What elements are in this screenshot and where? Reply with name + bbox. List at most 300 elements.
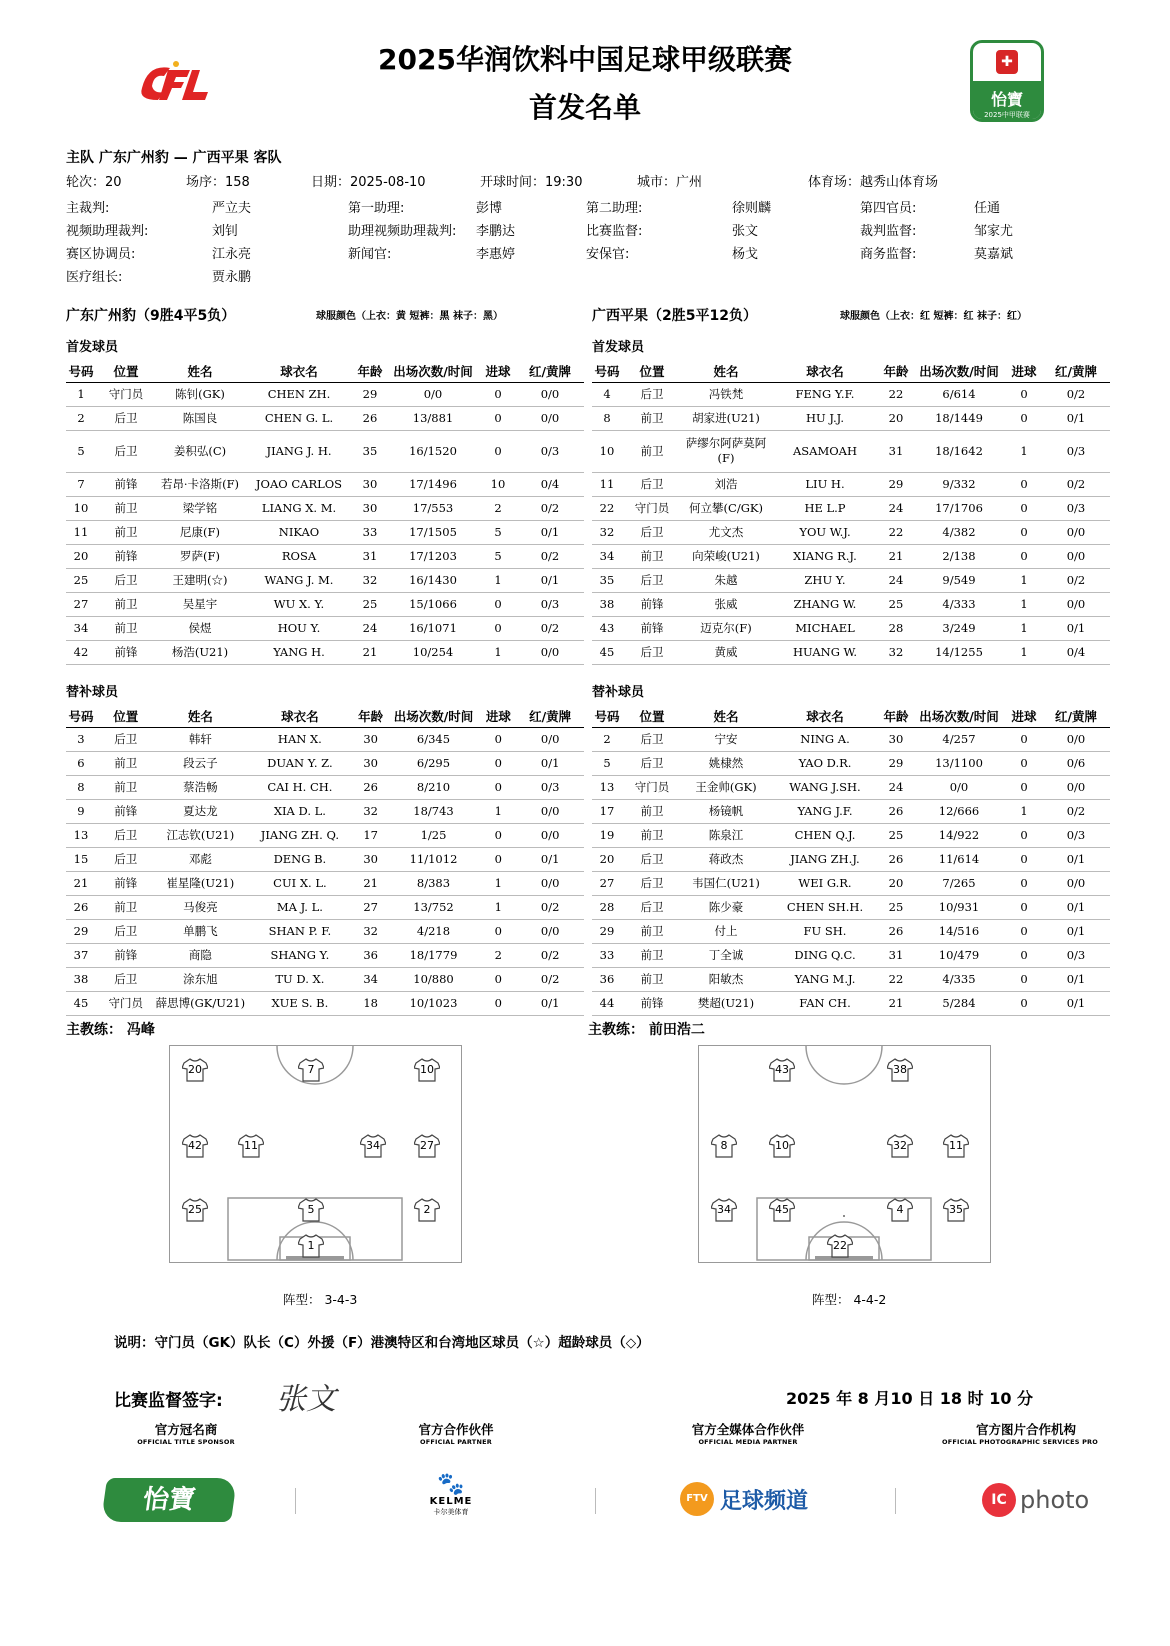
column-header: 位置 <box>96 360 156 382</box>
table-cell: 0/0 <box>912 775 1006 799</box>
table-cell: 尤文杰 <box>682 520 770 544</box>
table-cell: 34 <box>66 616 96 640</box>
table-cell: 10 <box>66 496 96 520</box>
table-cell: 后卫 <box>96 967 156 991</box>
table-cell: 17/1706 <box>912 496 1006 520</box>
table-cell: 30 <box>355 727 387 751</box>
official-name: 张文 <box>732 224 759 239</box>
table-cell: 0/1 <box>1042 616 1110 640</box>
table-cell: 21 <box>66 871 96 895</box>
table-cell: 商隐 <box>156 943 245 967</box>
table-cell: 后卫 <box>96 430 156 472</box>
table-cell: 2 <box>66 406 96 430</box>
divider <box>295 1488 296 1514</box>
table-cell: 0/0 <box>1042 544 1110 568</box>
table-cell: 28 <box>592 895 622 919</box>
table-cell: 后卫 <box>96 823 156 847</box>
table-cell: WANG J.SH. <box>770 775 880 799</box>
table-cell: 8/210 <box>387 775 481 799</box>
table-cell: ZHANG W. <box>770 592 880 616</box>
table-cell: 0/0 <box>516 919 584 943</box>
table-cell: 0 <box>1006 520 1042 544</box>
paw-icon: 🐾 <box>437 1472 465 1497</box>
table-cell: 38 <box>66 967 96 991</box>
shirt-number: 42 <box>188 1139 202 1152</box>
table-cell: 35 <box>354 430 386 472</box>
table-cell: 5 <box>592 751 622 775</box>
player-shirt-icon <box>943 1134 969 1158</box>
table-cell: 11/1012 <box>387 847 481 871</box>
table-row <box>592 430 1110 472</box>
official-name: 贾永鹏 <box>212 270 252 285</box>
table-cell: 30 <box>355 751 387 775</box>
table-cell: 20 <box>880 406 912 430</box>
table-row <box>592 991 1110 1015</box>
match-no: 场序：158 <box>186 175 250 190</box>
table-cell: 马俊亮 <box>156 895 245 919</box>
official-name: 任通 <box>974 201 1001 216</box>
table-cell: 前卫 <box>622 823 682 847</box>
table-cell: 9 <box>66 799 96 823</box>
table-row <box>66 496 584 520</box>
table-cell: 1 <box>480 895 516 919</box>
table-cell: TU D. X. <box>245 967 355 991</box>
table-cell: 1 <box>480 799 516 823</box>
official-name: 严立夫 <box>212 201 252 216</box>
official-label: 医疗组长: <box>66 270 123 285</box>
table-cell: 0/3 <box>1042 943 1110 967</box>
table-cell: 26 <box>880 847 912 871</box>
table-row <box>592 895 1110 919</box>
table-cell: 陈少豪 <box>682 895 770 919</box>
table-cell: 42 <box>66 640 96 664</box>
table-cell: 姜积弘(C) <box>156 430 244 472</box>
table-cell: FU SH. <box>770 919 880 943</box>
table-cell: 33 <box>354 520 386 544</box>
table-cell: 3/249 <box>912 616 1006 640</box>
table-cell: LIU H. <box>770 472 880 496</box>
table-cell: 薛思博(GK/U21) <box>156 991 245 1015</box>
table-cell: 0 <box>480 616 516 640</box>
divider <box>895 1488 896 1514</box>
table-cell: 侯煜 <box>156 616 244 640</box>
table-cell: 阳敏杰 <box>682 967 770 991</box>
signature-datetime: 2025 年 8 月10 日 18 时 10 分 <box>786 1389 1034 1408</box>
table-cell: 26 <box>66 895 96 919</box>
table-cell: 前锋 <box>622 616 682 640</box>
table-cell: 10 <box>480 472 516 496</box>
shirt-number: 22 <box>833 1239 847 1252</box>
table-cell: 0/2 <box>516 496 584 520</box>
shirt-number: 35 <box>949 1203 963 1216</box>
column-header: 球衣名 <box>245 705 355 727</box>
table-row <box>592 775 1110 799</box>
official-label: 裁判监督: <box>860 224 917 239</box>
table-cell: JIANG ZH. Q. <box>245 823 355 847</box>
table-cell: 0/3 <box>1042 430 1110 472</box>
table-cell: ZHU Y. <box>770 568 880 592</box>
table-cell: 11 <box>66 520 96 544</box>
table-cell: 前卫 <box>96 751 156 775</box>
table-cell: 5 <box>66 430 96 472</box>
ftv-logo <box>680 1482 808 1516</box>
table-cell: 1 <box>1006 799 1042 823</box>
player-shirt-icon <box>769 1058 795 1082</box>
table-cell: 后卫 <box>96 406 156 430</box>
player-shirt-icon <box>360 1134 386 1158</box>
column-header: 进球 <box>1006 360 1042 382</box>
table-cell: 21 <box>355 871 387 895</box>
table-row <box>66 871 584 895</box>
table-header-row <box>592 360 1110 382</box>
column-header: 球衣名 <box>770 360 880 382</box>
table-cell: 25 <box>880 895 912 919</box>
table-cell: 0/0 <box>516 799 584 823</box>
table-cell: 30 <box>354 496 386 520</box>
table-cell: 2 <box>480 496 516 520</box>
table-cell: 27 <box>355 895 387 919</box>
table-row <box>592 568 1110 592</box>
table-cell: 24 <box>880 496 912 520</box>
table-cell: CHEN G. L. <box>244 406 354 430</box>
away-formation-pitch <box>698 1045 991 1263</box>
table-cell: 0/0 <box>516 406 584 430</box>
table-cell: 前锋 <box>96 544 156 568</box>
table-row <box>66 472 584 496</box>
column-header: 进球 <box>480 360 516 382</box>
table-cell: 0 <box>1006 823 1042 847</box>
table-cell: 罗萨(F) <box>156 544 244 568</box>
table-cell: 1 <box>1006 640 1042 664</box>
player-shirt-icon <box>711 1134 737 1158</box>
player-shirt-icon <box>414 1198 440 1222</box>
table-cell: 17/1505 <box>386 520 480 544</box>
table-cell: 34 <box>355 967 387 991</box>
table-cell: 4 <box>592 382 622 406</box>
table-cell: JIANG ZH.J. <box>770 847 880 871</box>
table-cell: 前卫 <box>622 943 682 967</box>
table-cell: 0 <box>1006 871 1042 895</box>
table-cell: 0 <box>1006 544 1042 568</box>
table-cell: 0/1 <box>1042 967 1110 991</box>
table-cell: 邓彪 <box>156 847 245 871</box>
table-cell: 0/1 <box>516 751 584 775</box>
table-cell: 前锋 <box>96 640 156 664</box>
table-row <box>592 967 1110 991</box>
official-label: 第二助理: <box>586 201 643 216</box>
table-row <box>592 616 1110 640</box>
official-name: 邹家尤 <box>974 224 1014 239</box>
table-cell: CHEN Q.J. <box>770 823 880 847</box>
table-cell: 0 <box>1006 967 1042 991</box>
table-cell: 17 <box>355 823 387 847</box>
table-cell: 22 <box>880 967 912 991</box>
table-cell: 0/4 <box>516 472 584 496</box>
table-cell: 0/1 <box>516 847 584 871</box>
table-cell: 韦国仁(U21) <box>682 871 770 895</box>
yibao-emblem-icon: ✚ <box>996 50 1018 74</box>
kelme-text: KELME <box>429 1496 473 1507</box>
sponsor-title <box>96 1420 276 1446</box>
table-cell: 前卫 <box>96 775 156 799</box>
table-cell: 前锋 <box>622 991 682 1015</box>
shirt-number: 10 <box>420 1063 434 1076</box>
column-header: 年龄 <box>355 705 387 727</box>
table-cell: 0 <box>1006 919 1042 943</box>
away-kit: 球服颜色（上衣：红 短裤：红 袜子：红） <box>840 311 1027 322</box>
table-cell: 若昂·卡洛斯(F) <box>156 472 244 496</box>
table-cell: 4/335 <box>912 967 1006 991</box>
table-cell: 0 <box>480 967 516 991</box>
table-row <box>66 967 584 991</box>
table-cell: 45 <box>66 991 96 1015</box>
table-cell: 守门员 <box>96 382 156 406</box>
table-cell: 16/1520 <box>386 430 480 472</box>
table-cell: 24 <box>880 775 912 799</box>
table-cell: 前卫 <box>96 616 156 640</box>
table-cell: LIANG X. M. <box>244 496 354 520</box>
table-cell: 25 <box>354 592 386 616</box>
table-cell: 0 <box>1006 991 1042 1015</box>
shirt-number: 8 <box>720 1139 728 1152</box>
table-cell: 15/1066 <box>386 592 480 616</box>
table-cell: 0 <box>480 847 516 871</box>
table-cell: 0 <box>480 919 516 943</box>
table-cell: YANG H. <box>244 640 354 664</box>
table-cell: 2 <box>592 727 622 751</box>
table-cell: 王建明(☆) <box>156 568 244 592</box>
column-header: 姓名 <box>682 705 770 727</box>
player-shirt-icon <box>769 1198 795 1222</box>
table-cell: 夏达龙 <box>156 799 245 823</box>
table-cell: 17/1203 <box>386 544 480 568</box>
home-kit: 球服颜色（上衣：黄 短裤：黑 袜子：黑） <box>316 311 503 322</box>
sponsor-media-heading: 官方全媒体合作伙伴 <box>691 1422 805 1437</box>
table-cell: WU X. Y. <box>244 592 354 616</box>
table-cell: 11/614 <box>912 847 1006 871</box>
table-row <box>66 751 584 775</box>
home-subs-table <box>66 705 584 1016</box>
table-row <box>592 871 1110 895</box>
table-cell: 0/1 <box>1042 919 1110 943</box>
table-cell: 21 <box>354 640 386 664</box>
yibao-sponsor-logo <box>970 40 1044 122</box>
table-cell: 20 <box>592 847 622 871</box>
table-cell: 后卫 <box>96 919 156 943</box>
table-cell: 王金帅(GK) <box>682 775 770 799</box>
shirt-number: 34 <box>366 1139 380 1152</box>
shirt-number: 38 <box>893 1063 907 1076</box>
yibao-footer-logo <box>101 1478 237 1522</box>
table-row <box>66 727 584 751</box>
player-shirt-icon <box>769 1134 795 1158</box>
table-cell: 0/4 <box>1042 640 1110 664</box>
table-cell: 17 <box>592 799 622 823</box>
table-cell: HOU Y. <box>244 616 354 640</box>
table-cell: 0 <box>480 406 516 430</box>
teams-line: 主队 广东广州豹 — 广西平果 客队 <box>66 150 282 166</box>
player-shirt-icon <box>887 1198 913 1222</box>
table-cell: 21 <box>880 544 912 568</box>
table-header-row <box>592 705 1110 727</box>
table-cell: 0/1 <box>1042 991 1110 1015</box>
table-cell: 24 <box>354 616 386 640</box>
sponsor-photo <box>942 1420 1110 1446</box>
shirt-number: 25 <box>188 1203 202 1216</box>
divider <box>595 1488 596 1514</box>
table-cell: 32 <box>354 568 386 592</box>
table-cell: 丁全诚 <box>682 943 770 967</box>
table-cell: 25 <box>880 823 912 847</box>
official-name: 李鹏达 <box>476 224 516 239</box>
table-cell: 14/516 <box>912 919 1006 943</box>
table-cell: 前卫 <box>622 544 682 568</box>
table-cell: 24 <box>880 568 912 592</box>
table-cell: 18/743 <box>387 799 481 823</box>
official-name: 杨戈 <box>732 247 759 262</box>
table-cell: 0 <box>480 823 516 847</box>
table-cell: 10/931 <box>912 895 1006 919</box>
table-row <box>66 775 584 799</box>
column-header: 位置 <box>96 705 156 727</box>
table-cell: 30 <box>354 472 386 496</box>
stadium: 体育场：越秀山体育场 <box>808 175 939 190</box>
table-cell: 6 <box>66 751 96 775</box>
column-header: 姓名 <box>682 360 770 382</box>
table-cell: 0 <box>480 382 516 406</box>
player-shirt-icon <box>298 1198 324 1222</box>
column-header: 姓名 <box>156 360 244 382</box>
ftv-badge-icon: FTV <box>680 1482 714 1516</box>
official-label: 安保官: <box>586 247 630 262</box>
sponsor-photo-heading: 官方图片合作机构 <box>976 1422 1077 1437</box>
home-formation: 阵型： 3-4-3 <box>283 1292 358 1307</box>
table-cell: 前锋 <box>96 799 156 823</box>
table-cell: 0/2 <box>1042 382 1110 406</box>
table-cell: 杨浩(U21) <box>156 640 244 664</box>
column-header: 红/黄牌 <box>1042 360 1110 382</box>
table-cell: 22 <box>880 520 912 544</box>
table-cell: 10/1023 <box>387 991 481 1015</box>
table-cell: 0/2 <box>1042 568 1110 592</box>
table-cell: 迈克尔(F) <box>682 616 770 640</box>
table-cell: 刘浩 <box>682 472 770 496</box>
table-cell: 0 <box>1006 496 1042 520</box>
column-header: 球衣名 <box>244 360 354 382</box>
column-header: 出场次数/时间 <box>912 705 1006 727</box>
table-cell: 0/0 <box>1042 727 1110 751</box>
table-cell: 崔星隆(U21) <box>156 871 245 895</box>
table-cell: 后卫 <box>622 568 682 592</box>
table-cell: 5 <box>480 520 516 544</box>
player-shirt-icon <box>182 1134 208 1158</box>
column-header: 号码 <box>66 360 96 382</box>
table-cell: ASAMOAH <box>770 430 880 472</box>
away-starters-label: 首发球员 <box>592 340 645 355</box>
table-cell: MICHAEL <box>770 616 880 640</box>
table-row <box>592 727 1110 751</box>
official-name: 李惠婷 <box>476 247 516 262</box>
table-cell: 37 <box>66 943 96 967</box>
table-cell: 30 <box>880 727 912 751</box>
table-row <box>592 520 1110 544</box>
player-shirt-icon <box>827 1234 853 1258</box>
table-cell: 后卫 <box>96 568 156 592</box>
table-cell: 26 <box>880 919 912 943</box>
player-shirt-icon <box>238 1134 264 1158</box>
table-cell: 0/0 <box>1042 520 1110 544</box>
photo-text: photo <box>1020 1486 1090 1514</box>
table-cell: 前卫 <box>622 406 682 430</box>
table-cell: 14/922 <box>912 823 1006 847</box>
table-cell: 0/6 <box>1042 751 1110 775</box>
table-row <box>66 823 584 847</box>
shirt-number: 5 <box>307 1203 315 1216</box>
player-shirt-icon <box>887 1058 913 1082</box>
table-row <box>592 382 1110 406</box>
player-shirt-icon <box>414 1134 440 1158</box>
away-subs-table <box>592 705 1110 1016</box>
player-shirt-icon <box>298 1234 324 1258</box>
table-cell: NIKAO <box>244 520 354 544</box>
table-cell: 1 <box>1006 592 1042 616</box>
column-header: 位置 <box>622 360 682 382</box>
table-cell: 4/382 <box>912 520 1006 544</box>
table-cell: 32 <box>880 640 912 664</box>
table-cell: 0 <box>1006 406 1042 430</box>
round: 轮次：20 <box>66 175 122 190</box>
table-cell: HAN X. <box>245 727 355 751</box>
official-name: 江永亮 <box>212 247 252 262</box>
official-label: 新闻官: <box>348 247 392 262</box>
home-starters-label: 首发球员 <box>66 340 119 355</box>
table-cell: 0/0 <box>1042 775 1110 799</box>
table-cell: 25 <box>880 592 912 616</box>
table-cell: 1 <box>1006 616 1042 640</box>
page-subtitle: 首发名单 <box>528 91 641 124</box>
icphoto-logo <box>982 1483 1089 1517</box>
table-cell: 前卫 <box>622 967 682 991</box>
match-date: 日期：2025-08-10 <box>311 175 426 190</box>
table-cell: 0/0 <box>516 727 584 751</box>
table-cell: 0 <box>1006 382 1042 406</box>
player-shirt-icon <box>298 1058 324 1082</box>
table-cell: 0/0 <box>386 382 480 406</box>
table-cell: 10/479 <box>912 943 1006 967</box>
away-team-name: 广西平果（2胜5平12负） <box>592 308 757 324</box>
table-cell: 0/0 <box>1042 592 1110 616</box>
column-header: 位置 <box>622 705 682 727</box>
table-cell: 18/1642 <box>912 430 1006 472</box>
legend: 说明：守门员（GK）队长（C）外援（F）港澳特区和台湾地区球员（☆）超龄球员（◇） <box>114 1335 650 1351</box>
table-cell: ROSA <box>244 544 354 568</box>
official-label: 赛区协调员: <box>66 247 136 262</box>
table-cell: 蒋政杰 <box>682 847 770 871</box>
shirt-number: 45 <box>775 1203 789 1216</box>
table-cell: 后卫 <box>622 847 682 871</box>
table-cell: 吴星宇 <box>156 592 244 616</box>
table-header-row <box>66 705 584 727</box>
table-cell: FAN CH. <box>770 991 880 1015</box>
table-cell: 1 <box>480 640 516 664</box>
table-cell: 陈钊(GK) <box>156 382 244 406</box>
player-shirt-icon <box>182 1198 208 1222</box>
column-header: 球衣名 <box>770 705 880 727</box>
table-cell: 0/2 <box>1042 799 1110 823</box>
table-cell: 29 <box>880 472 912 496</box>
table-cell: 7/265 <box>912 871 1006 895</box>
table-cell: 单鹏飞 <box>156 919 245 943</box>
